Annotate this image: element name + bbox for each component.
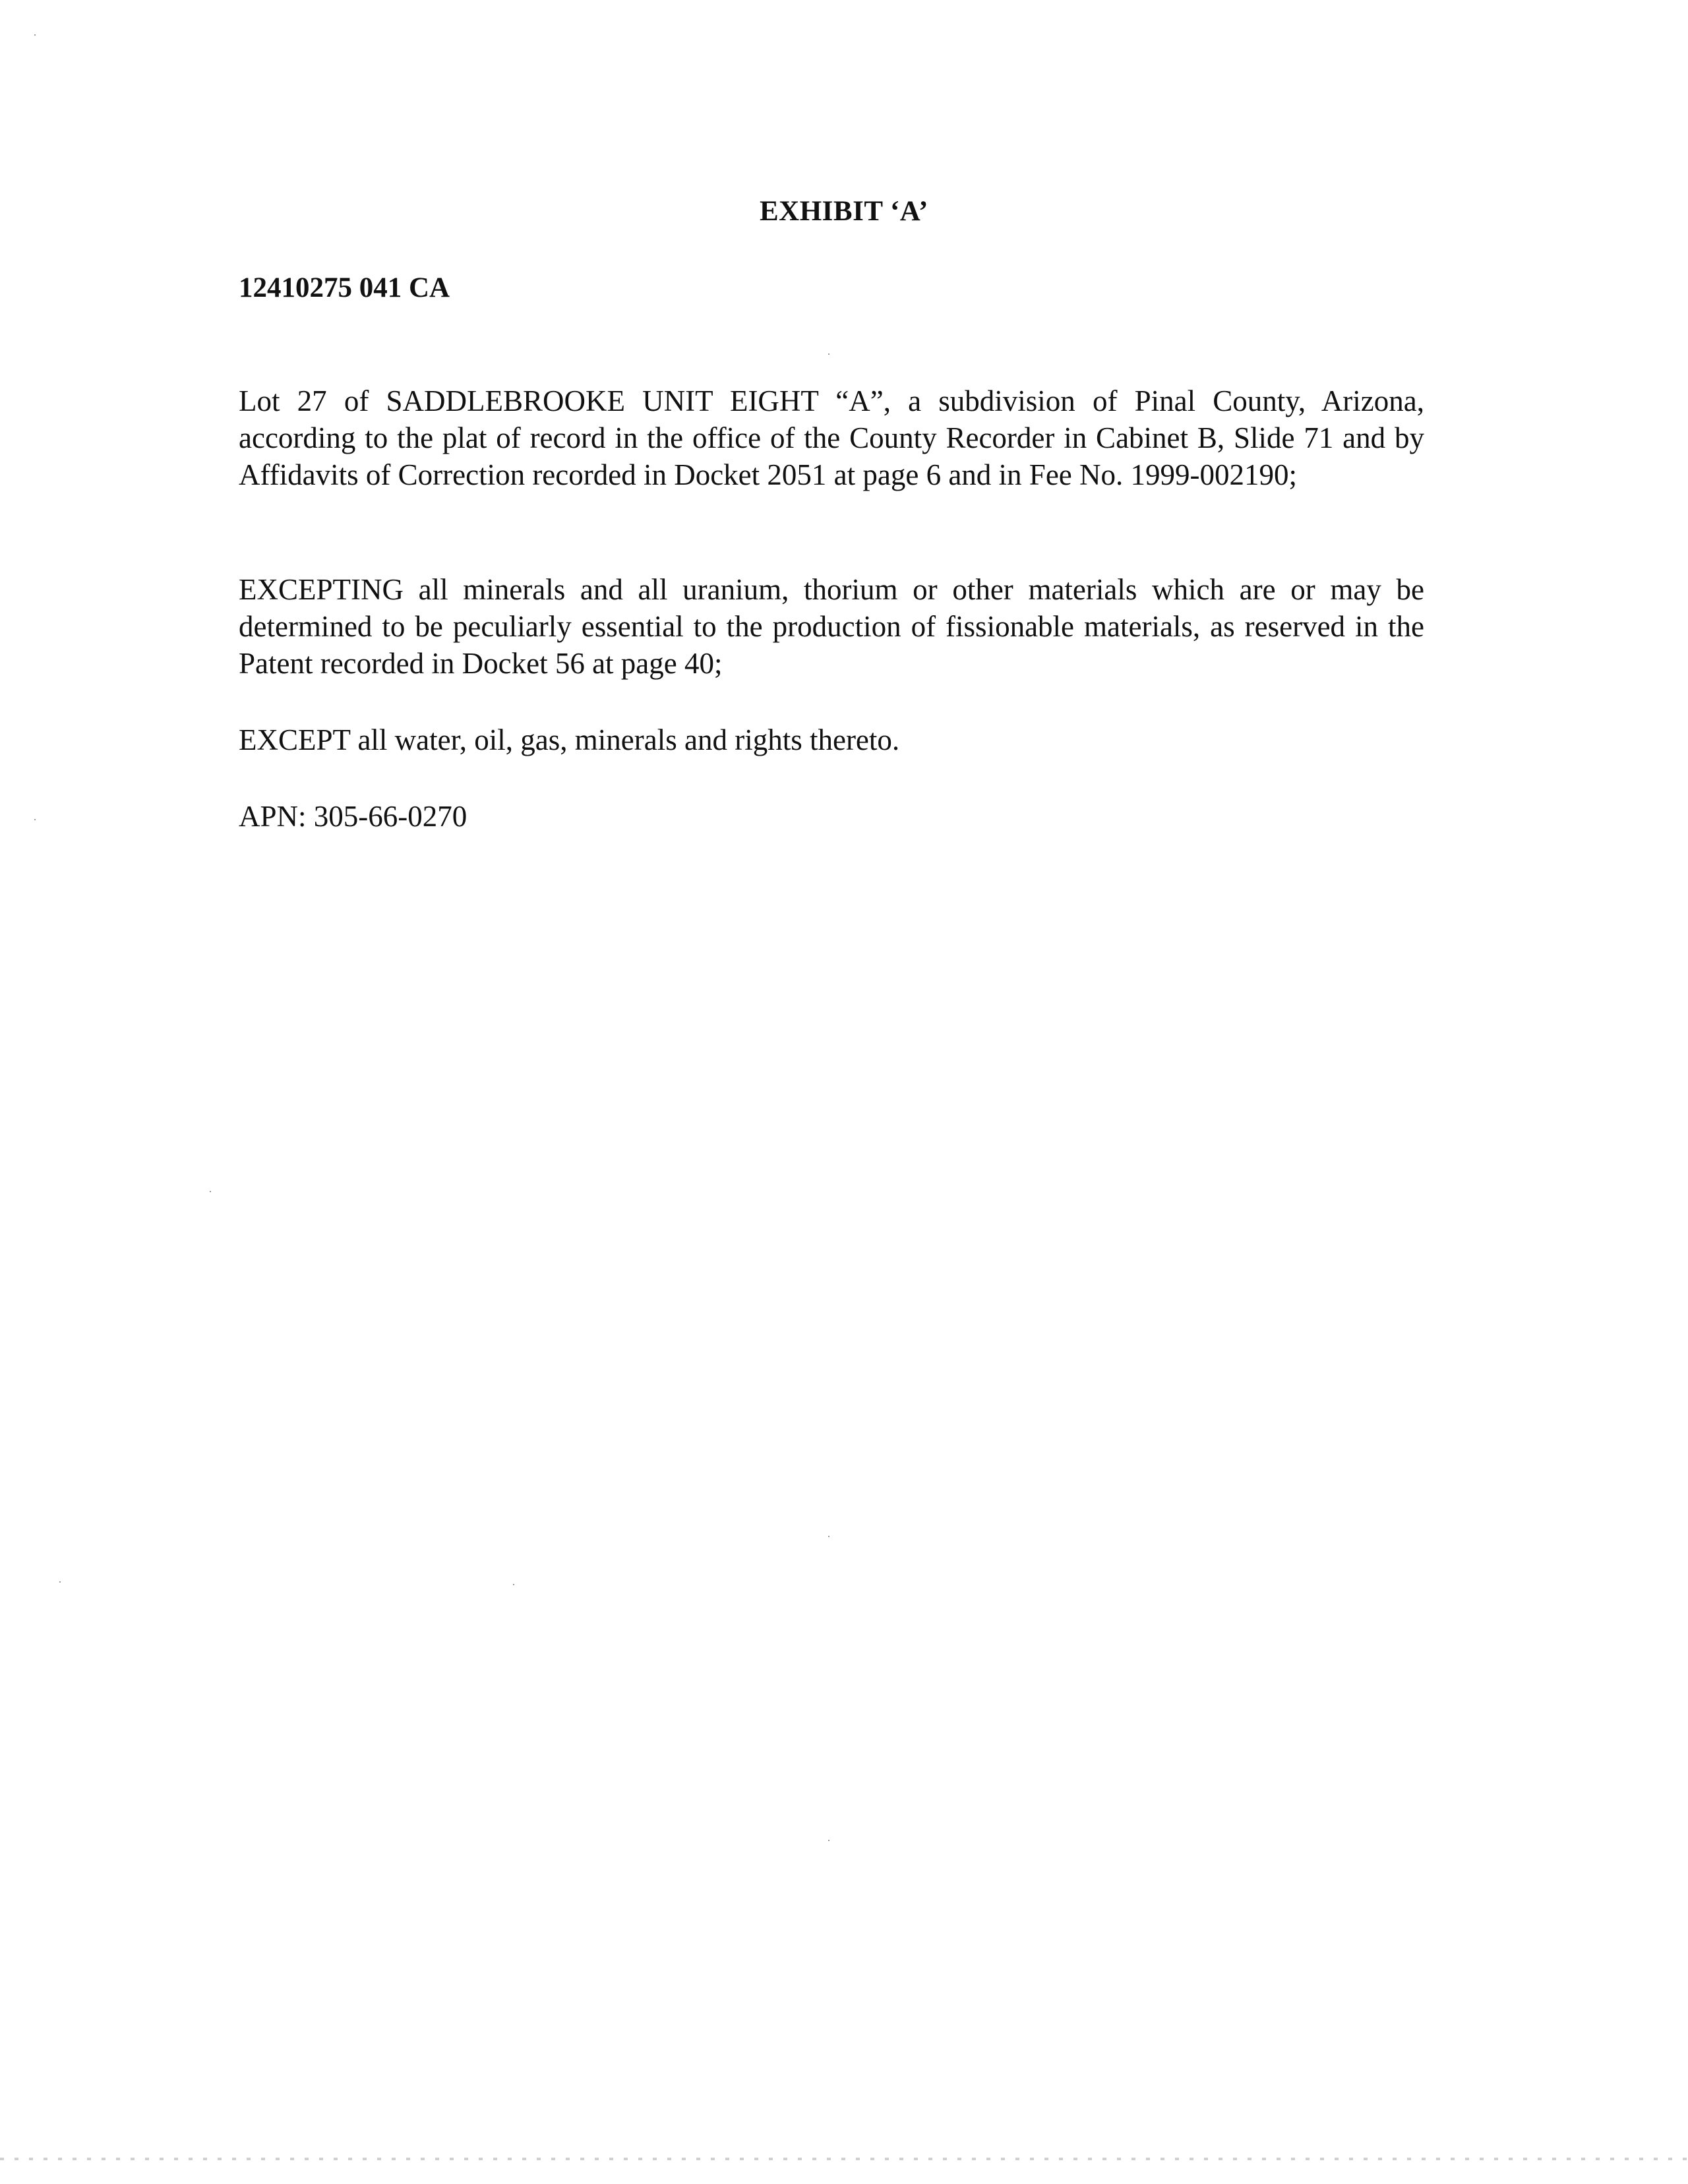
file-number: 12410275 041 CA xyxy=(239,272,450,303)
exhibit-title: EXHIBIT ‘A’ xyxy=(760,196,928,227)
scan-speck xyxy=(210,1191,211,1192)
scan-edge-noise xyxy=(0,2158,1688,2160)
scan-speck xyxy=(828,1536,829,1537)
scan-speck xyxy=(513,1584,514,1585)
scan-speck xyxy=(34,819,36,820)
mineral-exception-paragraph: EXCEPTING all minerals and all uranium, thorium or other materials which are or may be determined to be peculiarly essential to the production of fissionable materials, as reserved in the Patent recorded in Docket 56 at page 40; xyxy=(239,573,1424,680)
water-exception-paragraph: EXCEPT all water, oil, gas, minerals and rights thereto. xyxy=(239,723,900,756)
apn-line: APN: 305-66-0270 xyxy=(239,800,467,833)
scan-speck xyxy=(59,1581,61,1583)
scan-speck xyxy=(828,353,829,355)
scan-speck xyxy=(828,1840,829,1841)
scan-speck xyxy=(34,34,36,36)
legal-description-paragraph: Lot 27 of SADDLEBROOKE UNIT EIGHT “A”, a subdivision of Pinal County, Arizona, according to the plat of record in the office of the County Recorder in Cabinet B, Slide 71 and by Affidavits of Correction recorded in Docket 2051 at page 6 and in Fee No. 1999-002190; xyxy=(239,384,1424,491)
